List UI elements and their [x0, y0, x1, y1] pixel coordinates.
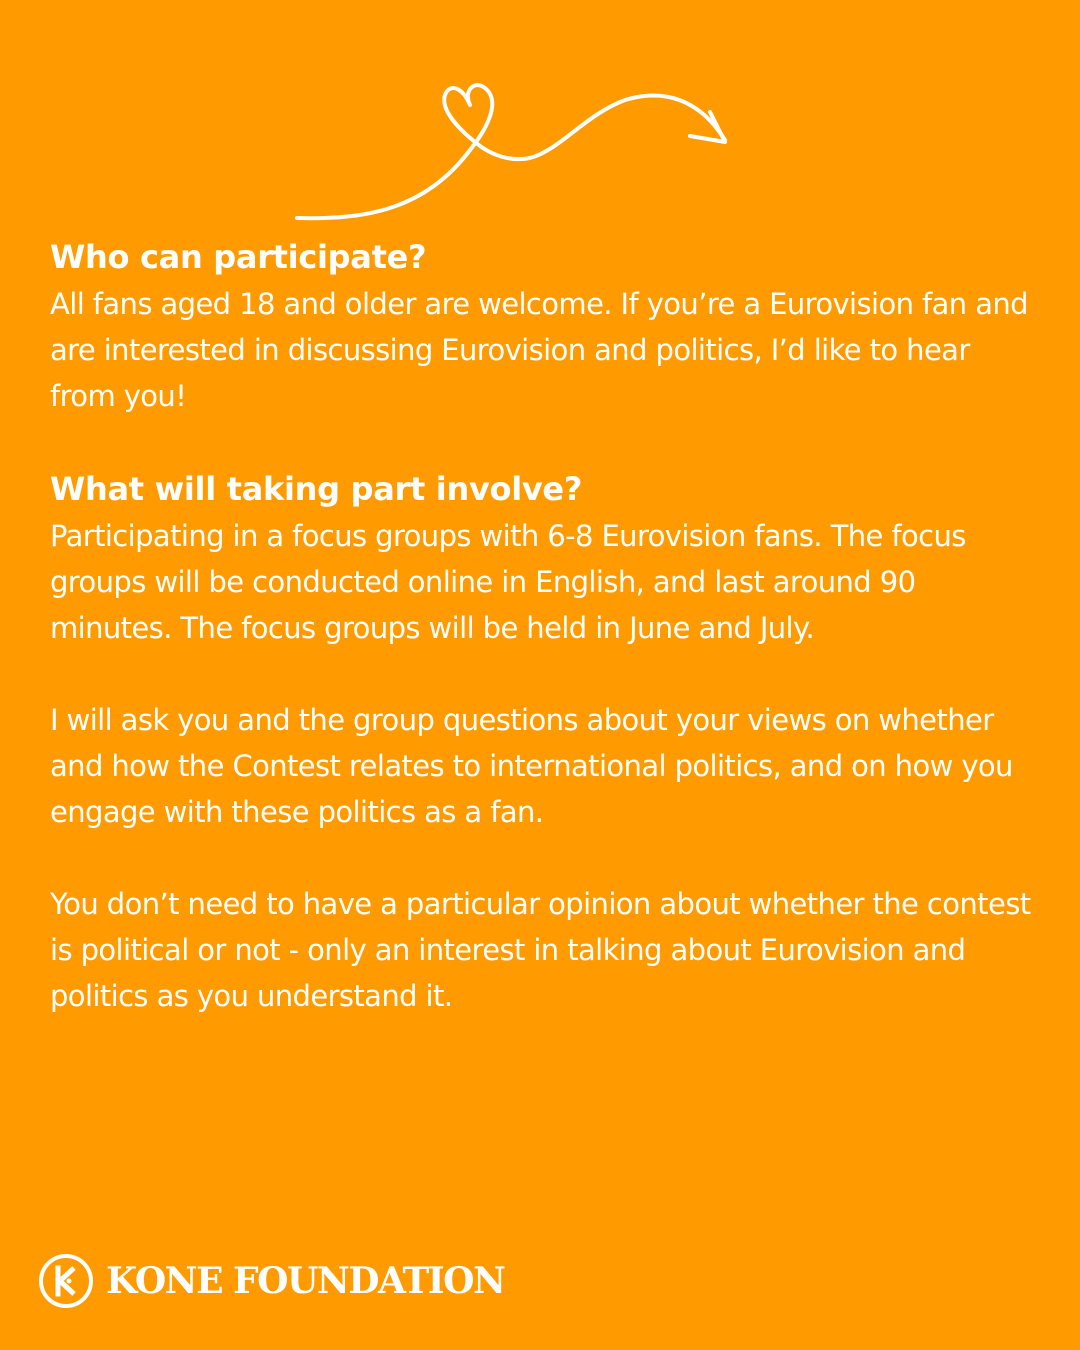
kone-foundation-wordmark: KONE FOUNDATION — [106, 1260, 505, 1302]
heading-who-can-participate: Who can participate? — [50, 238, 427, 276]
kone-foundation-logo-icon — [38, 1253, 94, 1309]
heading-what-will-taking-part-involve: What will taking part involve? — [50, 470, 583, 508]
main-content — [50, 233, 1040, 1019]
footer-logo — [38, 1253, 504, 1309]
paragraph-focus-groups: Participating in a focus groups with 6-8 Eurovision fans. The focus groups will be conducted online in English, and last around 90 minutes. The focus groups will be held in June and July. — [50, 519, 966, 645]
paragraph-who-can-participate: All fans aged 18 and older are welcome. If you’re a Eurovision fan and are interested in discussing Eurovision and politics, I’d like to hear from you! — [50, 287, 1028, 413]
paragraph-no-opinion-needed: You don’t need to have a particular opinion about whether the contest is political or not - only an interest in talking about Eurovision and politics as you understand it. — [50, 887, 1031, 1013]
heart-arrow-icon — [285, 70, 745, 235]
paragraph-questions: I will ask you and the group questions about your views on whether and how the Contest relates to international politics, and on how you engage with these politics as a fan. — [50, 703, 1013, 829]
